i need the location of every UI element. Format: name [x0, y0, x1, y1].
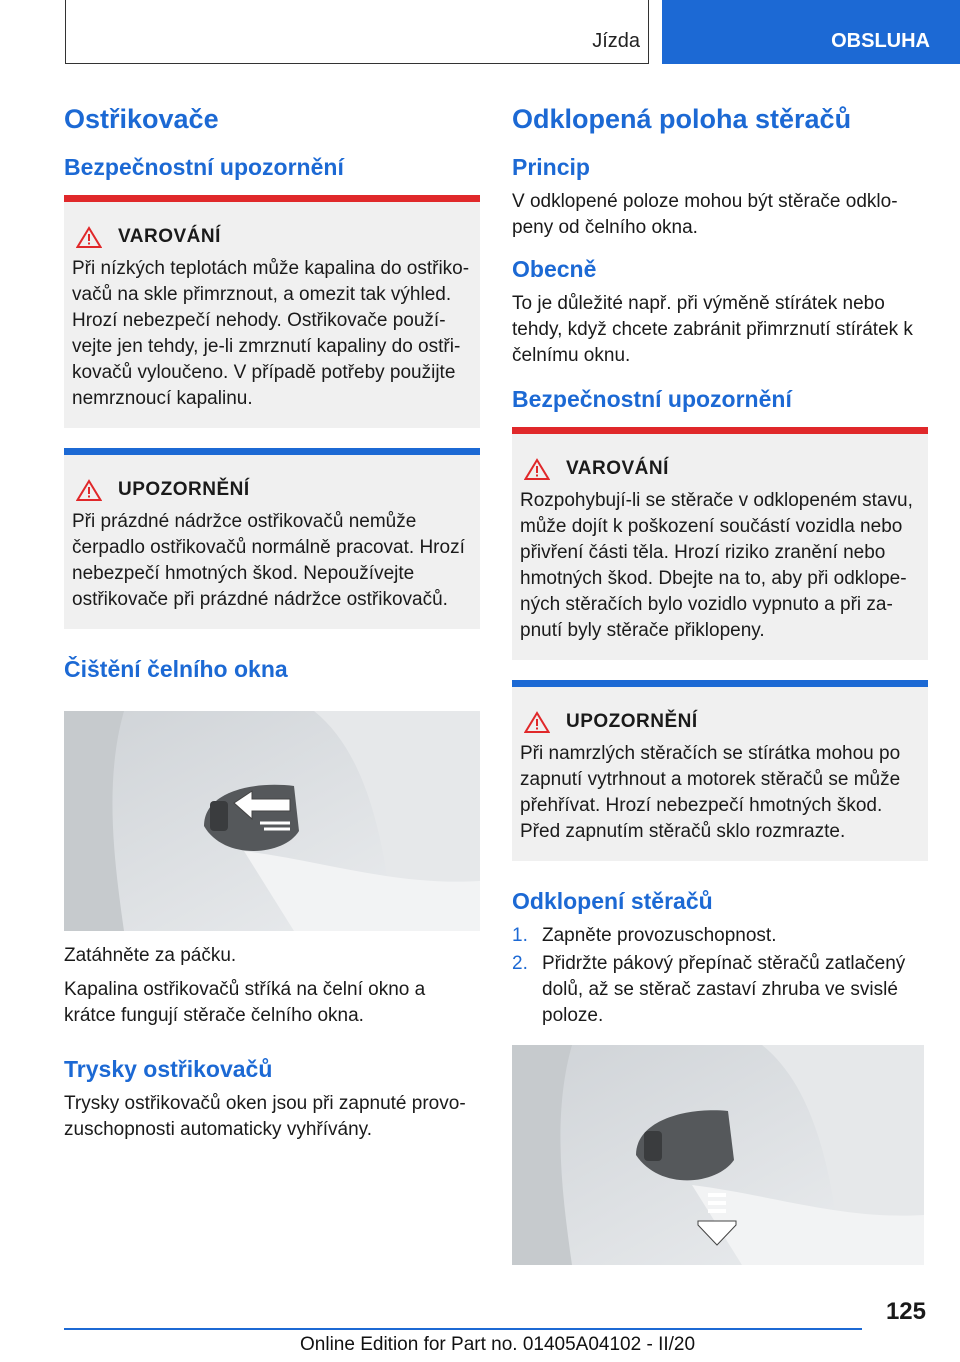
section-title-washers: Ostřikovače — [64, 104, 219, 134]
warning-box — [64, 195, 480, 428]
header-chapter-label: OBSLUHA — [831, 30, 930, 52]
warning-text: Při nízkých teplotách může kapalina do ostřikovačů na skle přimrznout, a omezit tak výhled. Hrozí nebezpečí nehody. Ostřikovače používejte jen tehdy, je-li zmrznutí kapaliny do ostřikovačů vyloučeno. V případě potřeby použijte nemrznoucí kapalinu. — [72, 257, 470, 409]
warning-triangle-icon — [76, 226, 102, 248]
right-column — [512, 98, 928, 1277]
warning-box-right — [512, 427, 928, 660]
warning-text-right: Rozpohybují-li se stěrače v odklopeném stavu, může dojít k poškození součástí vozidla nebo přivření části těla. Hrozí riziko zranění nebo hmotných škod. Dbejte na to, aby při odklopených stěračích bylo vozidlo vypnuto a při zapnutí byly stěrače přiklopeny. — [520, 489, 913, 641]
figure-caption-left: Zatáhněte za páčku. — [64, 944, 237, 966]
warning-triangle-icon — [524, 458, 550, 480]
page-number: 125 — [885, 1298, 926, 1325]
warning-title: VAROVÁNÍ — [118, 225, 221, 247]
general-heading: Obecně — [512, 255, 597, 282]
caution-title: UPOZORNĚNÍ — [118, 478, 250, 500]
header-section-label: Jízda — [592, 30, 640, 52]
fold-heading: Odklopení stěračů — [512, 887, 713, 914]
lever-push-down-illustration — [512, 1045, 924, 1265]
caution-text-right: Při namrzlých stěračích se stírátka mohou po zapnutí vytrhnout a motorek stěračů se může přehřívat. Hrozí nebezpečí hmotných škod. Před zapnutím stěračů sklo rozmrazte. — [520, 742, 901, 842]
caution-text: Při prázdné nádržce ostřikovačů nemůže čerpadlo ostřikovačů normálně pracovat. Hrozí nebezpečí hmotných škod. Nepoužívejte ostřikovače při prázdné nádržce ostřikovačů. — [72, 510, 465, 610]
cleaning-heading: Čištění čelního okna — [64, 655, 288, 682]
header-chapter-tab — [662, 0, 960, 64]
caution-triangle-icon — [76, 479, 102, 501]
warning-title-right: VAROVÁNÍ — [566, 457, 669, 479]
jets-heading: Trysky ostřikovačů — [64, 1055, 273, 1082]
step-number: 1. — [512, 924, 528, 946]
cleaning-text: Kapalina ostřikovačů stříká na čelní okno a krátce fungují stěrače čelního okna. — [64, 978, 426, 1026]
general-text: To je důležité např. při výměně stírátek nebo tehdy, když chcete zabránit přimrznutí stírátek k čelnímu oknu. — [512, 292, 913, 366]
step-text: Přidržte pákový přepínač stěračů zatlačený dolů, až se stěrač zastaví zhruba ve svislé poloze. — [542, 952, 906, 1026]
fold-steps-list — [512, 923, 928, 1029]
footer-edition-text: Online Edition for Part no. 01405A04102 - II/20 — [300, 1334, 696, 1355]
step-number: 2. — [512, 952, 528, 974]
caution-triangle-icon — [524, 711, 550, 733]
safety-heading: Bezpečnostní upozornění — [64, 154, 344, 181]
safety-heading-right: Bezpečnostní upozornění — [512, 385, 792, 412]
principle-heading: Princip — [512, 154, 590, 181]
lever-pull-illustration — [64, 711, 480, 931]
jets-text: Trysky ostřikovačů oken jsou při zapnuté provozuschopnosti automaticky vyhřívány. — [64, 1092, 466, 1140]
caution-box-right — [512, 680, 928, 861]
left-column — [64, 98, 480, 1151]
principle-text: V odklopené poloze mohou být stěrače odklopeny od čelního okna. — [512, 190, 898, 238]
caution-title-right: UPOZORNĚNÍ — [566, 710, 698, 732]
footer-divider — [64, 1328, 862, 1330]
section-title-fold: Odklopená poloha stěračů — [512, 104, 852, 134]
step-text: Zapněte provozuschopnost. — [542, 924, 777, 946]
list-item — [512, 951, 928, 1029]
list-item — [512, 923, 928, 949]
caution-box — [64, 448, 480, 629]
